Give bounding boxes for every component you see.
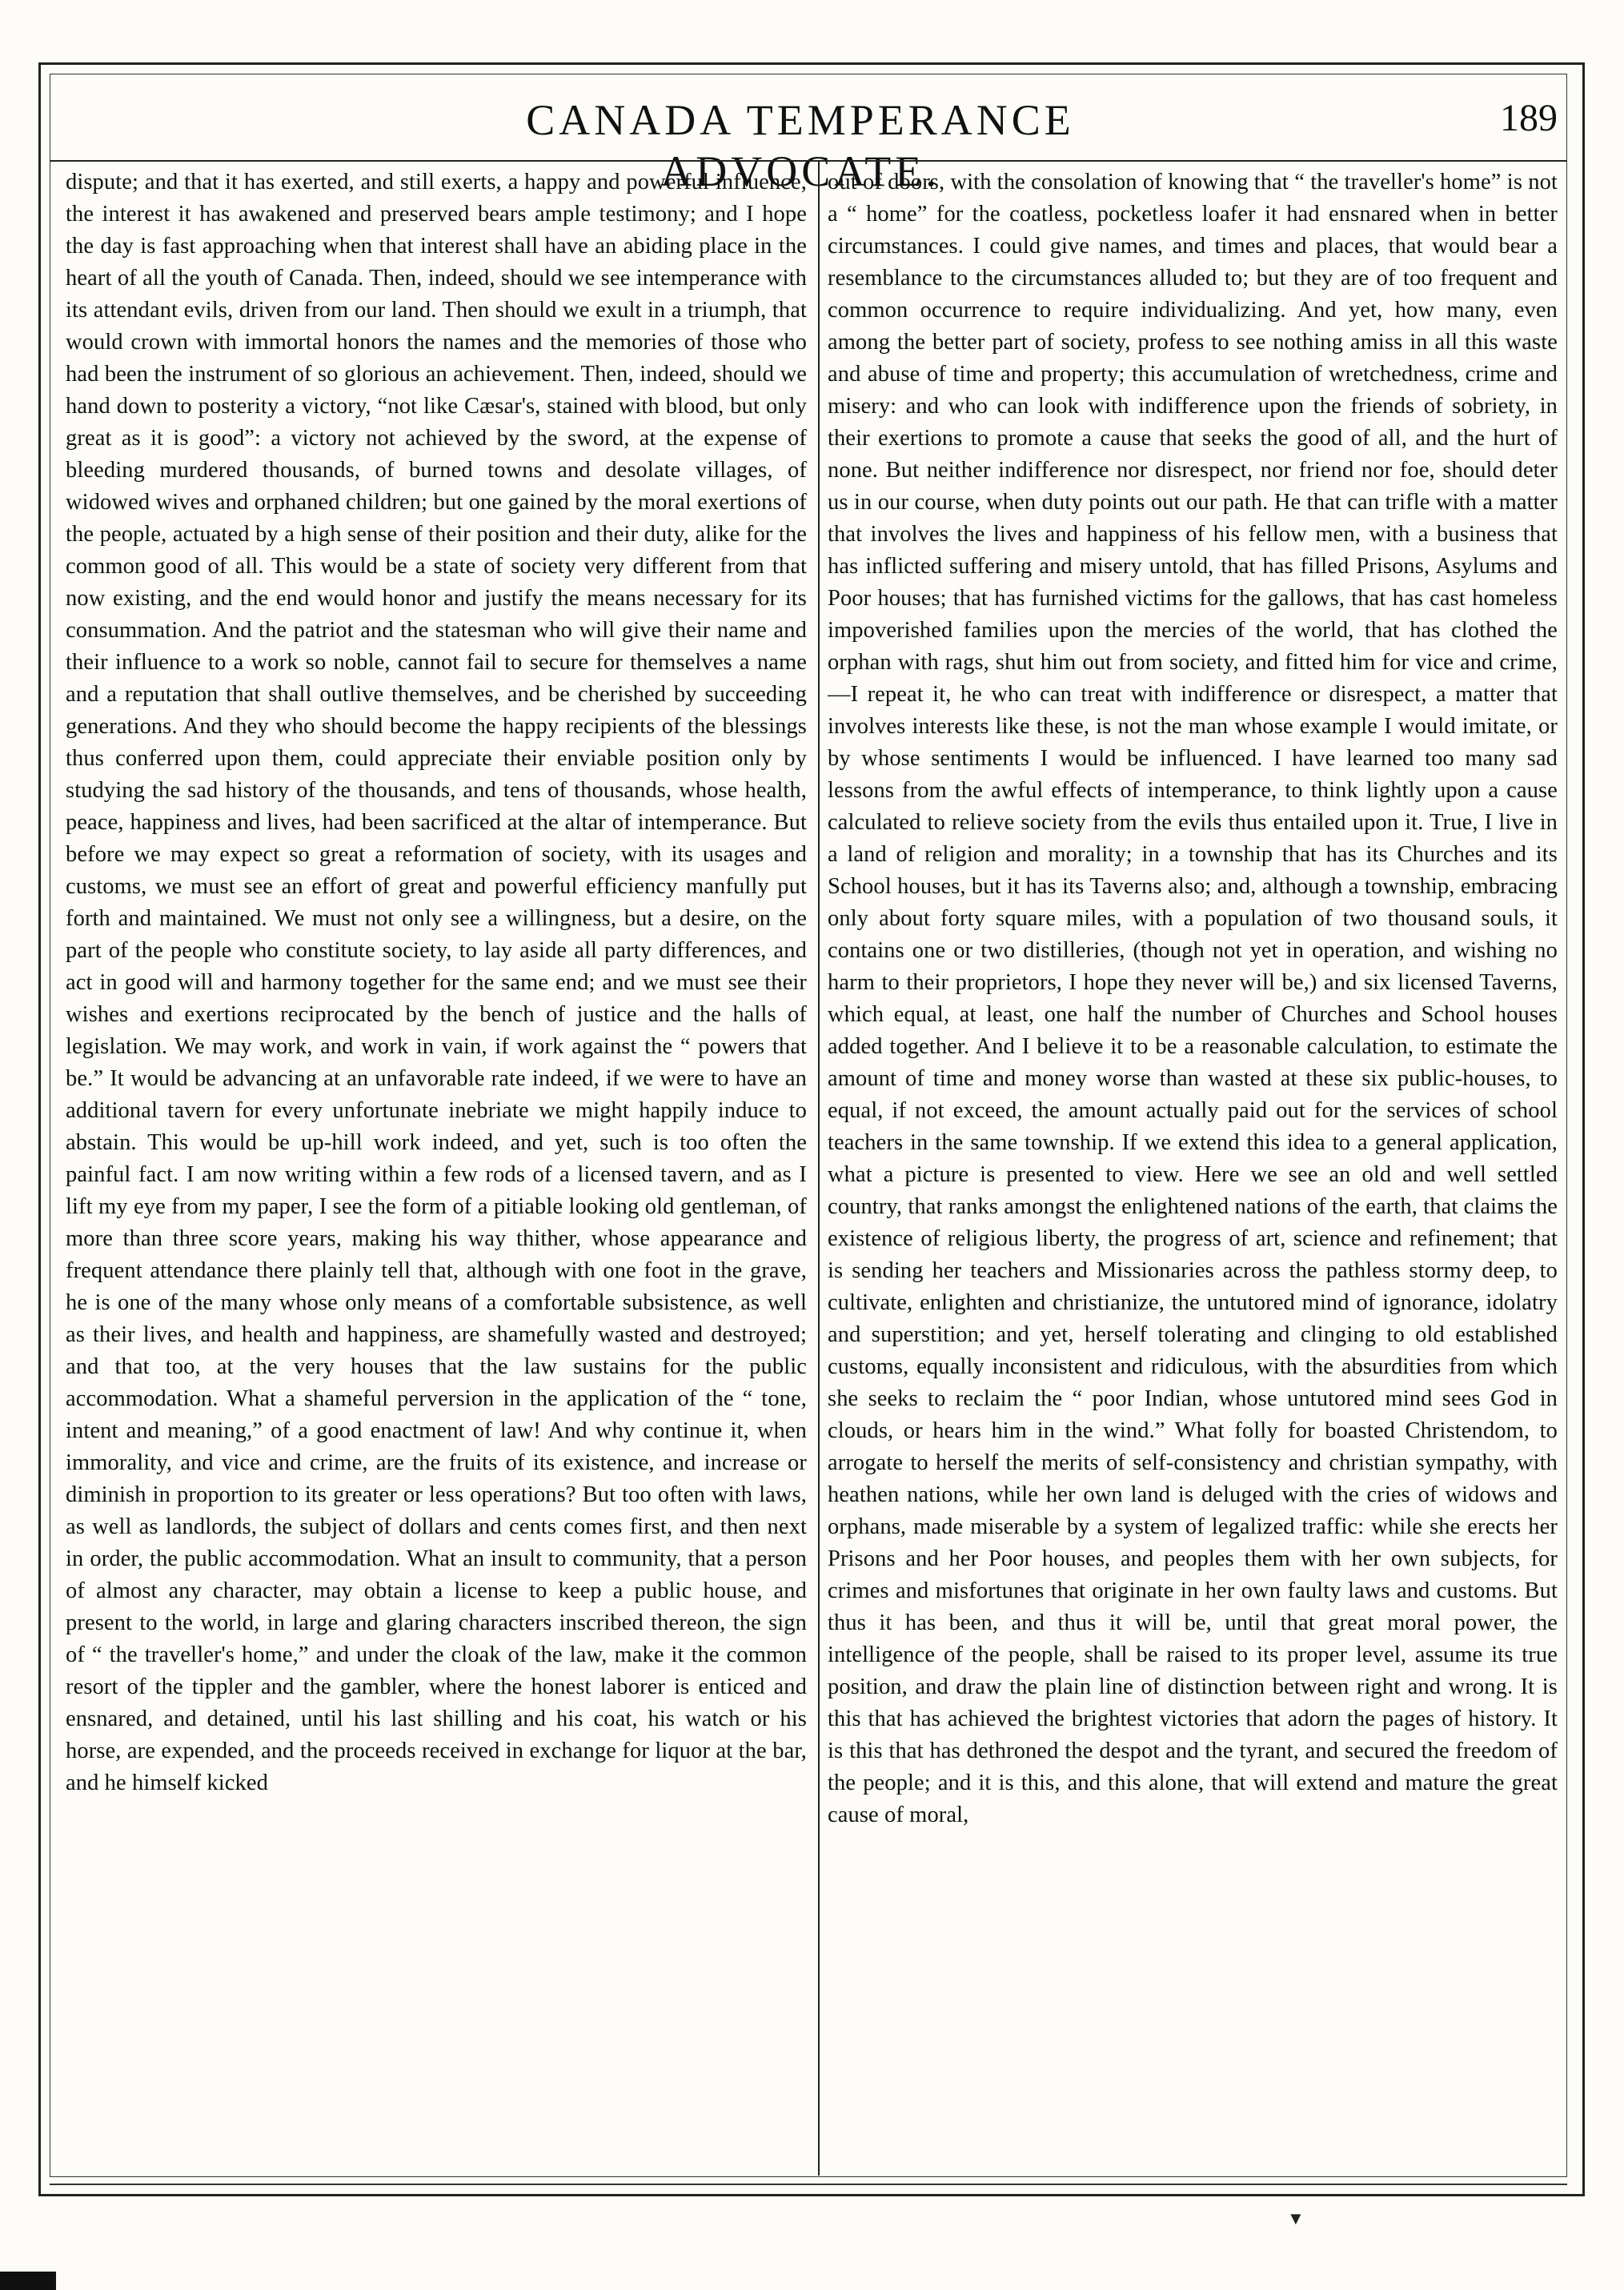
header-rule bbox=[50, 160, 1567, 162]
left-column-text: dispute; and that it has exerted, and still exerts, a happy and powerful influence, the interest it has awakened and preserved bears ample testimony; and I hope the day is fast approaching when that interest shall have an abiding place in the heart of all the youth of Canada. Then, indeed, should we see intemperance with its attendant evils, driven from our land. Then should we exult in a triumph, that would crown with immortal honors the names and the memories of those who had been the instrument of so glorious an achievement. Then, indeed, should we hand down to posterity a victory, “not like Cæsar's, stained with blood, but only great as it is good”: a victory not achieved by the sword, at the expense of bleeding murdered thousands, of burned towns and desolate villages, of widowed wives and orphaned children; but one gained by the moral exertions of the people, actuated by a high sense of their position and their duty, alike for the common good of all. This would be a state of society very different from that now existing, and the end would honor and justify the means necessary for its consummation. And the patriot and the statesman who will give their name and their influence to a work so noble, cannot fail to secure for themselves a name and a reputation that shall outlive themselves, and be cherished by succeeding generations. And they who should become the happy recipients of the blessings thus conferred upon them, could appreciate their enviable position only by studying the sad history of the thousands, and tens of thousands, whose health, peace, happiness and lives, had been sacrificed at the altar of intemperance. But before we may expect so great a reformation of society, with its usages and customs, we must see an effort of great and powerful efficiency manfully put forth and maintained. We must not only see a willingness, but a desire, on the part of the people who constitute society, to lay aside all party differences, and act in good will and harmony together for the same end; and we must see their wishes and exertions reciprocated by the bench of justice and the halls of legislation. We may work, and work in vain, if work against the “ powers that be.” It would be advancing at an unfavorable rate indeed, if we were to have an additional tavern for every unfortunate inebriate we might happily induce to abstain. This would be up-hill work indeed, and yet, such is too often the painful fact. I am now writing within a few rods of a licensed tavern, and as I lift my eye from my paper, I see the form of a pitiable looking old gentleman, of more than three score years, making his way thither, whose appearance and frequent attendance there plainly tell that, although with one foot in the grave, he is one of the many whose only means of a comfortable subsistence, as well as their lives, and health and happiness, are shamefully wasted and destroyed; and that too, at the very houses that the law sustains for the public accommodation. What a shameful perversion in the application of the “ tone, intent and meaning,” of a good enactment of law! And why continue it, when immorality, and vice and crime, are the fruits of its existence, and increase or diminish in proportion to its greater or less operations? But too often with laws, as well as landlords, the subject of dollars and cents comes first, and then next in order, the public accommodation. What an insult to community, that a person of almost any character, may obtain a license to keep a public house, and present to the world, in large and glaring characters inscribed thereon, the sign of “ the traveller's home,” and under the cloak of the law, make it the common resort of the tippler and the gambler, where the honest laborer is enticed and ensnared, and detained, until his last shilling and his coat, his watch or his horse, are expended, and the proceeds received in exchange for liquor at the bar, and he himself kicked bbox=[66, 170, 807, 1795]
column-divider bbox=[818, 162, 820, 2176]
right-column bbox=[828, 166, 1558, 2168]
running-title: CANADA TEMPERANCE ADVOCATE. bbox=[526, 96, 1075, 195]
scan-edge-bar bbox=[0, 2272, 56, 2290]
page-number: 189 bbox=[1500, 97, 1558, 139]
bottom-rule bbox=[50, 2184, 1567, 2185]
right-column-text: out of doors, with the consolation of knowing that “ the traveller's home” is not a “ home” for the coatless, pocketless loafer it had ensnared when in better circumstances. I could give names, and times and places, that would bear a resemblance to the circumstances alluded to; but they are of too frequent and common occurrence to require individualizing. And yet, how many, even among the better part of society, profess to see nothing amiss in all this waste and abuse of time and property; this accumulation of wretchedness, crime and misery: and who can look with indifference upon the friends of sobriety, in their exertions to promote a cause that seeks the good of all, and the hurt of none. But neither indifference nor disrespect, nor friend nor foe, should deter us in our course, when duty points out our path. He that can trifle with a matter that involves the lives and happiness of his fellow men, with a business that has inflicted suffering and misery untold, that has filled Prisons, Asylums and Poor houses; that has furnished victims for the gallows, that has cast homeless impoverished families upon the mercies of the world, that has clothed the orphan with rags, shut him out from society, and fitted him for vice and crime,—I repeat it, he who can treat with indifference or disrespect, a matter that involves interests like these, is not the man whose example I would imitate, or by whose sentiments I would be influenced. I have learned too many sad lessons from the awful effects of intemperance, to think lightly upon a cause calculated to relieve society from the evils thus entailed upon it. True, I live in a land of religion and morality; in a township that has its Churches and its School houses, but it has its Taverns also; and, although a township, embracing only about forty square miles, with a population of two thousand souls, it contains one or two distilleries, (though not yet in operation, and wishing no harm to their proprietors, I hope they never will be,) and six licensed Taverns, which equal, at least, one half the number of Churches and School houses added together. And I believe it to be a reasonable calculation, to estimate the amount of time and money worse than wasted at these six public-houses, to equal, if not exceed, the amount actually paid out for the services of school teachers in the same township. If we extend this idea to a general application, what a picture is presented to view. Here we see an old and well settled country, that ranks amongst the enlightened nations of the earth, that claims the existence of religious liberty, the progress of art, science and refinement; that is sending her teachers and Missionaries across the pathless stormy deep, to cultivate, enlighten and christianize, the untutored mind of ignorance, idolatry and superstition; and yet, herself tolerating and clinging to old established customs, equally inconsistent and ridiculous, with the absurdities from which she seeks to reclaim the “ poor Indian, whose untutored mind sees God in clouds, or hears him in the wind.” What folly for boasted Christendom, to arrogate to herself the merits of self-consistency and christian sympathy, with heathen nations, while her own land is deluged with the cries of widows and orphans, made miserable by a system of legalized traffic: while she erects her Prisons and her Poor houses, and peoples them with her own subjects, for crimes and misfortunes that originate in her own faulty laws and customs. But thus it has been, and thus it will be, until that great moral power, the intelligence of the people, shall be raised to its proper level, assume its true position, and draw the plain line of distinction between right and wrong. It is this that has achieved the brightest victories that adorn the pages of history. It is this that has dethroned the despot and the tyrant, and secured the freedom of the people; and it is this, and this alone, that will extend and mature the great cause of moral, bbox=[828, 170, 1558, 1827]
left-column bbox=[66, 166, 807, 2168]
footer-mark: ▼ bbox=[1287, 2208, 1305, 2228]
